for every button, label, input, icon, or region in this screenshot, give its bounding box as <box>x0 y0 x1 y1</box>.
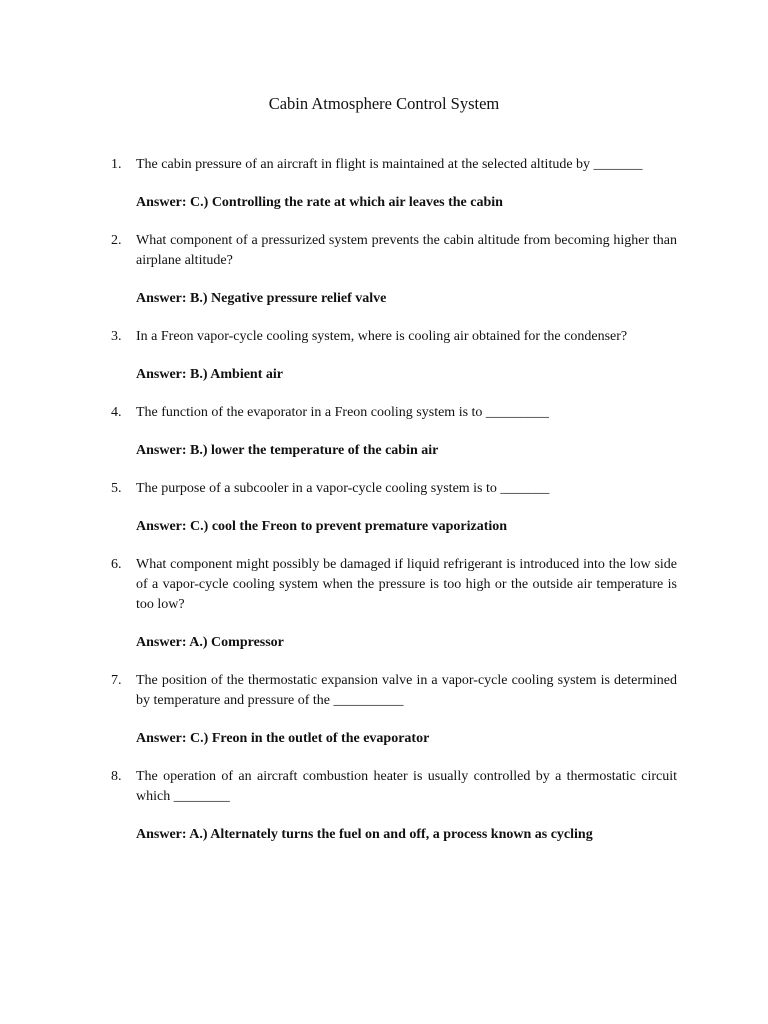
answer-2: Answer: B.) Negative pressure relief valve <box>136 291 387 306</box>
question-7 <box>111 671 677 711</box>
answer-5: Answer: C.) cool the Freon to prevent premature vaporization <box>136 519 508 534</box>
question-text: What component of a pressurized system prevents the cabin altitude from becoming higher than airplane altitude? <box>136 233 677 268</box>
question-2 <box>111 231 677 271</box>
question-number: 4. <box>111 405 122 420</box>
question-text: The operation of an aircraft combustion heater is usually controlled by a thermostatic circuit which ________ <box>136 769 677 804</box>
answer-3: Answer: B.) Ambient air <box>136 367 283 382</box>
question-number: 1. <box>111 157 122 172</box>
question-number: 6. <box>111 557 122 572</box>
question-list <box>0 155 768 863</box>
question-number: 2. <box>111 233 122 248</box>
question-number: 3. <box>111 329 122 344</box>
question-4 <box>111 403 677 423</box>
question-text: The function of the evaporator in a Freon cooling system is to _________ <box>136 405 549 420</box>
question-number: 5. <box>111 481 122 496</box>
answer-6: Answer: A.) Compressor <box>136 635 284 650</box>
question-text: What component might possibly be damaged if liquid refrigerant is introduced into the low side of a vapor-cycle cooling system when the pressure is too high or the outside air temperature is too low? <box>136 557 677 612</box>
answer-7: Answer: C.) Freon in the outlet of the evaporator <box>136 731 430 746</box>
question-text: The purpose of a subcooler in a vapor-cycle cooling system is to _______ <box>136 481 550 496</box>
answer-4: Answer: B.) lower the temperature of the cabin air <box>136 443 439 458</box>
question-1 <box>111 155 677 175</box>
document-title: Cabin Atmosphere Control System <box>268 94 500 113</box>
question-6 <box>111 555 677 615</box>
question-number: 7. <box>111 673 122 688</box>
question-text: The position of the thermostatic expansion valve in a vapor-cycle cooling system is determined by temperature and pressure of the __________ <box>136 673 677 708</box>
question-3 <box>111 327 677 347</box>
question-text: In a Freon vapor-cycle cooling system, where is cooling air obtained for the condenser? <box>136 329 628 344</box>
question-5 <box>111 479 677 499</box>
question-8 <box>111 767 677 807</box>
answer-8: Answer: A.) Alternately turns the fuel on and off, a process known as cycling <box>136 827 593 842</box>
answer-1: Answer: C.) Controlling the rate at which air leaves the cabin <box>136 195 503 210</box>
question-text: The cabin pressure of an aircraft in flight is maintained at the selected altitude by _______ <box>136 157 643 172</box>
question-number: 8. <box>111 769 122 784</box>
